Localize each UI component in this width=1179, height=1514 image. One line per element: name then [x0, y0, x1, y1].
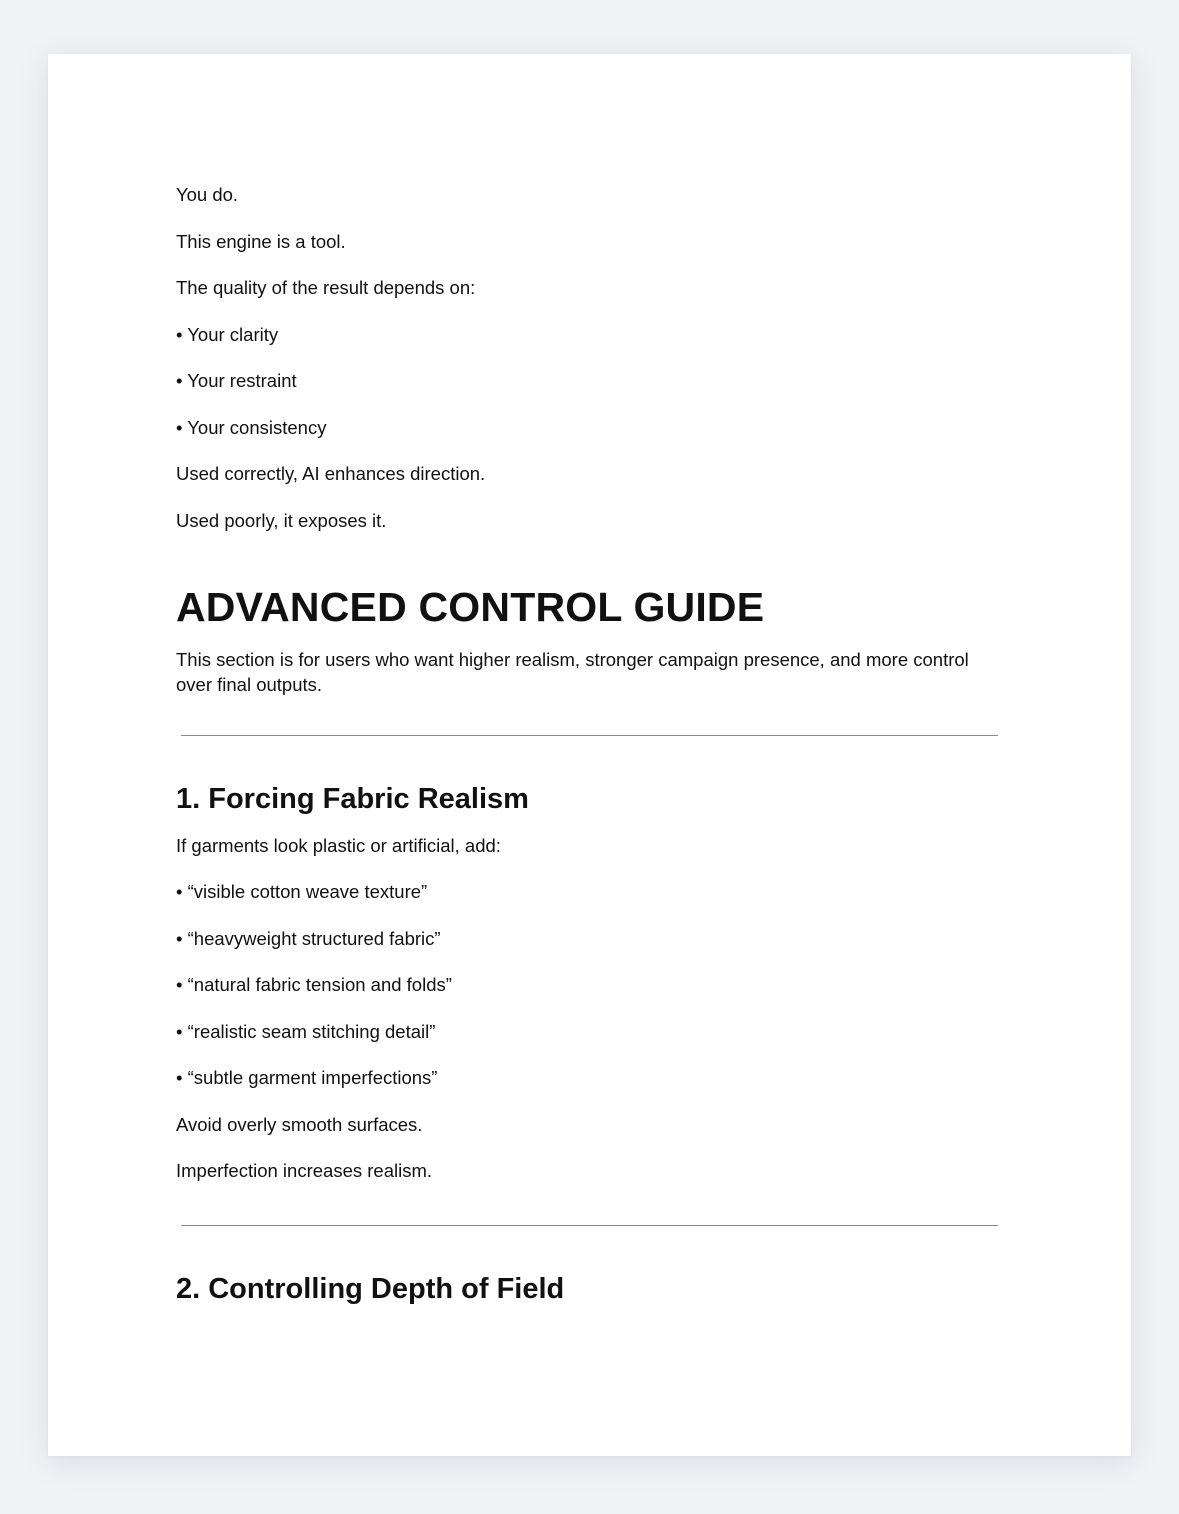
- guide-intro: This section is for users who want higher realism, stronger campaign presence, and more control over final outputs.: [176, 648, 969, 695]
- section-line: Avoid overly smooth surfaces.: [176, 1113, 423, 1135]
- bullet-item: • “subtle garment imperfections”: [176, 1067, 438, 1088]
- section-divider: [181, 735, 998, 736]
- guide-title: ADVANCED CONTROL GUIDE: [176, 583, 765, 630]
- bullet-item: • “visible cotton weave texture”: [176, 881, 428, 902]
- bullet-item: • Your consistency: [176, 416, 327, 438]
- document-page: [48, 54, 1131, 1456]
- bullet-item: • “natural fabric tension and folds”: [176, 974, 452, 995]
- section-line: Imperfection increases realism.: [176, 1160, 433, 1181]
- page-content: [176, 183, 1006, 1307]
- section-line: If garments look plastic or artificial, add:: [176, 834, 501, 856]
- section-heading-depth-of-field: 2. Controlling Depth of Field: [176, 1273, 565, 1305]
- opening-line: You do.: [176, 184, 239, 205]
- bullet-item: • “realistic seam stitching detail”: [176, 1020, 436, 1042]
- opening-line: This engine is a tool.: [176, 230, 346, 252]
- section-heading-fabric-realism: 1. Forcing Fabric Realism: [176, 782, 529, 815]
- section-divider: [181, 1225, 998, 1226]
- bullet-item: • Your restraint: [176, 370, 297, 391]
- opening-line: Used poorly, it exposes it.: [176, 509, 387, 531]
- bullet-item: • “heavyweight structured fabric”: [176, 927, 441, 949]
- opening-line: Used correctly, AI enhances direction.: [176, 463, 486, 484]
- opening-line: The quality of the result depends on:: [176, 277, 476, 298]
- bullet-item: • Your clarity: [176, 323, 279, 345]
